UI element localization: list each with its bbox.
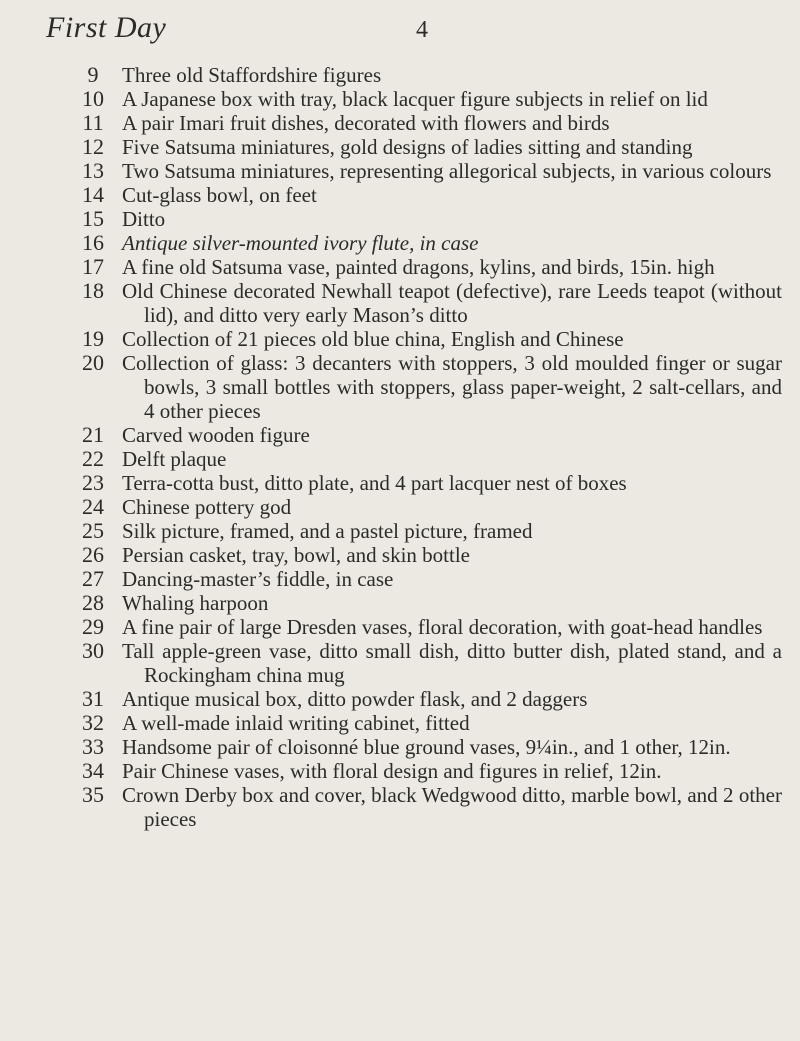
lot-number: 31: [82, 686, 104, 711]
lot-description: Old Chinese decorated Newhall teapot (defective), rare Leeds teapot (without lid), and ditto very early Mason’s ditto: [122, 279, 782, 327]
lot-description: Cut-glass bowl, on feet: [122, 183, 317, 207]
page-title: First Day: [46, 11, 167, 44]
lot-number: 20: [82, 350, 104, 375]
lot-description: A pair Imari fruit dishes, decorated with flowers and birds: [122, 111, 610, 135]
lot-number: 17: [82, 254, 104, 279]
lot-description: Carved wooden figure: [122, 423, 310, 447]
lot-description: A fine pair of large Dresden vases, floral decoration, with goat-head handles: [122, 615, 763, 639]
lot-number: 23: [82, 470, 104, 495]
lot-number: 29: [82, 614, 104, 639]
lot-number: 22: [82, 446, 104, 471]
lot-item: [70, 735, 782, 759]
lot-number: 35: [82, 782, 104, 807]
lot-item: [70, 87, 782, 111]
lot-description: Dancing-master’s fiddle, in case: [122, 567, 394, 591]
page-header: [46, 10, 429, 46]
lot-description: Crown Derby box and cover, black Wedgwood ditto, marble bowl, and 2 other pieces: [122, 783, 782, 831]
lot-description: Five Satsuma miniatures, gold designs of ladies sitting and standing: [122, 135, 693, 159]
lot-item: [70, 519, 782, 543]
lot-description: Collection of glass: 3 decanters with stoppers, 3 old moulded finger or sugar bowls, 3 small bottles with stoppers, glass paper-weight, 2 salt-cellars, and 4 other pieces: [122, 351, 782, 423]
lot-description: Ditto: [122, 207, 166, 231]
lot-number: 26: [82, 542, 104, 567]
lot-description: Collection of 21 pieces old blue china, English and Chinese: [122, 327, 624, 351]
lot-item: [70, 471, 782, 495]
lot-list: [70, 63, 782, 831]
lot-item: [70, 135, 782, 159]
lot-number: 19: [82, 326, 104, 351]
lot-number: 13: [82, 158, 104, 183]
lot-number: 25: [82, 518, 104, 543]
lot-number: 34: [82, 758, 104, 783]
lot-description: Two Satsuma miniatures, representing allegorical subjects, in various colours: [122, 159, 772, 183]
lot-item: [70, 567, 782, 591]
lot-item: [70, 111, 782, 135]
lot-number: 16: [82, 230, 104, 255]
lot-number: 24: [82, 494, 104, 519]
lot-item: [70, 759, 782, 783]
lot-item: [70, 183, 782, 207]
lot-number: 28: [82, 590, 104, 615]
lot-description: Silk picture, framed, and a pastel picture, framed: [122, 519, 533, 543]
lot-description: Tall apple-green vase, ditto small dish, ditto butter dish, plated stand, and a Rockingham china mug: [122, 639, 782, 687]
lot-number: 27: [82, 566, 104, 591]
lot-item: [70, 231, 782, 255]
lot-description: Chinese pottery god: [122, 495, 292, 519]
lot-number: 12: [82, 134, 104, 159]
lot-description: Three old Staffordshire figures: [122, 63, 382, 87]
lot-item: [70, 327, 782, 351]
lot-description: Terra-cotta bust, ditto plate, and 4 part lacquer nest of boxes: [122, 471, 627, 495]
lot-item: [70, 615, 782, 639]
lot-number: 18: [82, 278, 104, 303]
lot-item: [70, 63, 782, 87]
lot-item: [70, 783, 782, 831]
lot-item: [70, 351, 782, 423]
lot-item: [70, 255, 782, 279]
lot-number: 30: [82, 638, 104, 663]
lot-item: [70, 543, 782, 567]
lot-item: [70, 687, 782, 711]
lot-number: 11: [82, 110, 104, 135]
lot-item: [70, 639, 782, 687]
lot-item: [70, 447, 782, 471]
lot-description: Handsome pair of cloisonné blue ground vases, 9¼in., and 1 other, 12in.: [122, 735, 731, 759]
lot-item: [70, 279, 782, 327]
lot-item: [70, 495, 782, 519]
page-number: 4: [416, 17, 429, 43]
lot-number: 33: [82, 734, 104, 759]
lot-item: [70, 207, 782, 231]
lot-number: 9: [87, 62, 99, 87]
lot-number: 10: [82, 86, 104, 111]
lot-description: Antique silver-mounted ivory flute, in case: [122, 231, 479, 255]
lot-description: Pair Chinese vases, with floral design and figures in relief, 12in.: [122, 759, 662, 783]
lot-description: Antique musical box, ditto powder flask, and 2 daggers: [122, 687, 588, 711]
lot-description: A Japanese box with tray, black lacquer figure subjects in relief on lid: [122, 87, 708, 111]
lot-item: [70, 711, 782, 735]
lot-item: [70, 591, 782, 615]
lot-description: Whaling harpoon: [122, 591, 269, 615]
lot-description: A fine old Satsuma vase, painted dragons, kylins, and birds, 15in. high: [122, 255, 715, 279]
lot-description: A well-made inlaid writing cabinet, fitted: [122, 711, 470, 735]
lot-item: [70, 159, 782, 183]
lot-item: [70, 423, 782, 447]
lot-number: 21: [82, 422, 104, 447]
lot-number: 32: [82, 710, 104, 735]
lot-description: Persian casket, tray, bowl, and skin bottle: [122, 543, 470, 567]
lot-number: 14: [82, 182, 104, 207]
lot-number: 15: [82, 206, 104, 231]
lot-description: Delft plaque: [122, 447, 227, 471]
